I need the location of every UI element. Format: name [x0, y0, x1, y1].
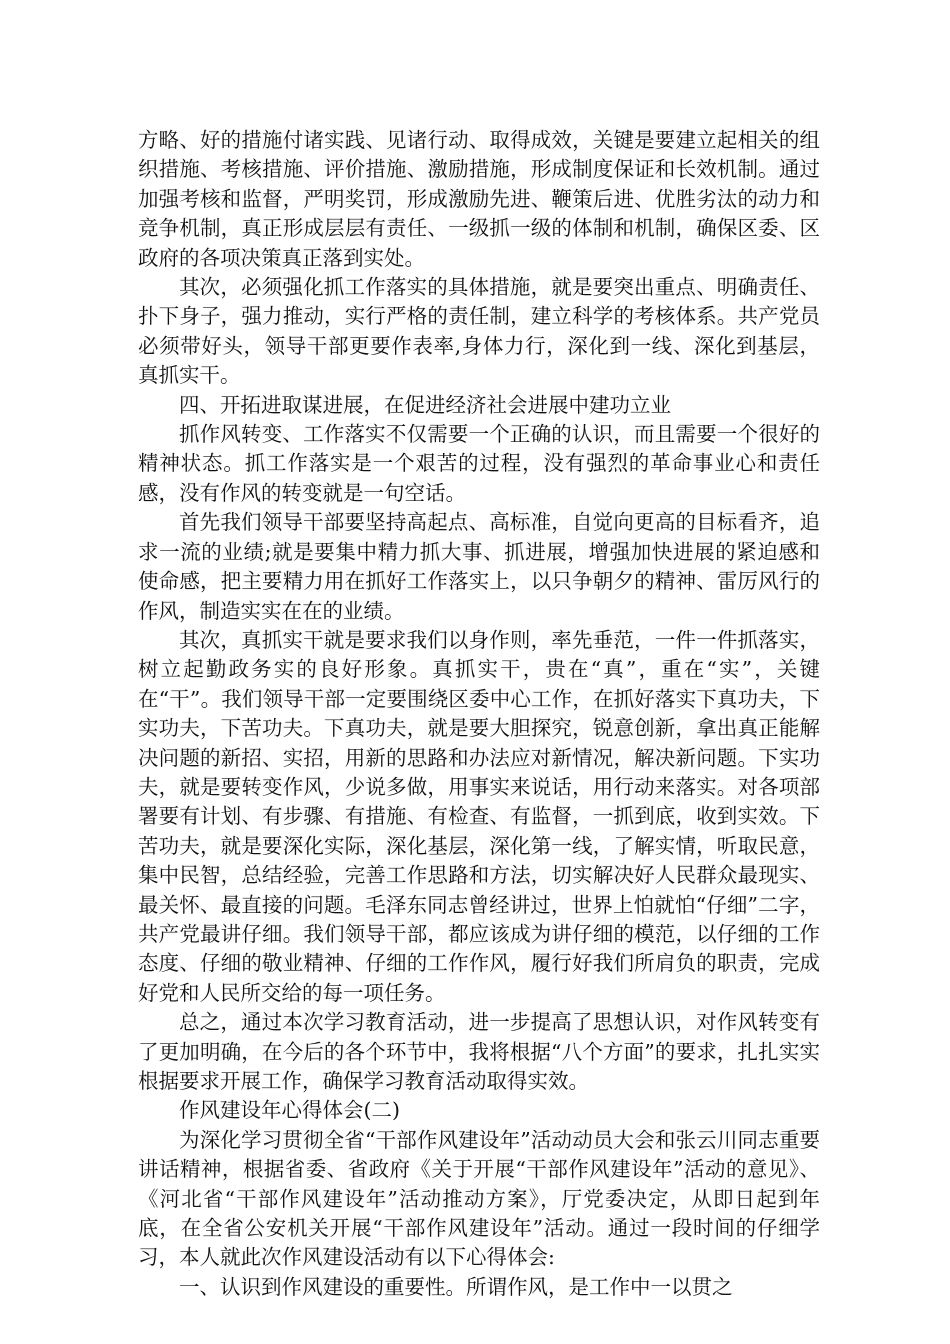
- section-heading-four: 四、开拓进取谋进展，在促进经济社会进展中建功立业: [179, 392, 671, 417]
- paragraph-conclusion: 总之，通过本次学习教育活动，进一步提高了思想认识，对作风转变有了更加明确，在今后的各个环节中，我将根据“八个方面”的要求，扎扎实实根据要求开展工作，确保学习教育活动取得实效。: [138, 1010, 820, 1093]
- paragraph-second-practical: 其次，真抓实干就是要求我们以身作则，率先垂范，一件一件抓落实，树立起勤政务实的良好形象。真抓实干，贵在“真”，重在“实”，关键在“干”。我们领导干部一定要围绕区委中心工作，在抓好落实下真功夫，下实功夫，下苦功夫。下真功夫，就是要大胆探究，锐意创新，拿出真正能解决问题的新招、实招，用新的思路和办法应对新情况，解决新问题。下实功夫，就是要转变作风，少说多做，用事实来说话，用行动来落实。对各项部署要有计划、有步骤、有措施、有检查、有监督，一抓到底，收到实效。下苦功夫，就是要深化实际，深化基层，深化第一线，了解实情，听取民意，集中民智，总结经验，完善工作思路和方法，切实解决好人民群众最现实、最关怀、最直接的问题。毛泽东同志曾经讲过，世界上怕就怕“仔细”二字，共产党最讲仔细。我们领导干部，都应该成为讲仔细的模范，以仔细的工作态度、仔细的敬业精神、仔细的工作作风，履行好我们所肩负的职责，完成好党和人民所交给的每一项任务。: [138, 627, 820, 1005]
- paragraph-continuation: 方略、好的措施付诸实践、见诸行动、取得成效，关键是要建立起相关的组织措施、考核措施、评价措施、激励措施，形成制度保证和长效机制。通过加强考核和监督，严明奖罚，形成激励先进、鞭策后进、优胜劣汰的动力和竞争机制，真正形成层层有责任、一级抓一级的体制和机制，确保区委、区政府的各项决策真正落到实处。: [138, 128, 820, 270]
- paragraph-first-leaders: 首先我们领导干部要坚持高起点、高标准，自觉向更高的目标看齐，追求一流的业绩;就是要集中精力抓大事、抓进展，增强加快进展的紧迫感和使命感，把主要精力用在抓好工作落实上，以只争朝夕的精神、雷厉风行的作风，制造实实在在的业绩。: [138, 510, 820, 623]
- paragraph-work-style: 抓作风转变、工作落实不仅需要一个正确的认识，而且需要一个很好的精神状态。抓工作落实是一个艰苦的过程，没有强烈的革命事业心和责任感，没有作风的转变就是一句空话。: [138, 422, 820, 505]
- document-page: [138, 126, 820, 1302]
- subtitle-part-two: 作风建设年心得体会(二): [179, 1098, 400, 1123]
- paragraph-intro-part-two: 为深化学习贯彻全省“干部作风建设年”活动动员大会和张云川同志重要讲话精神，根据省委、省政府《关于开展“干部作风建设年”活动的意见》、《河北省“干部作风建设年”活动推动方案》，厅党委决定，从即日起到年底，在全省公安机关开展“干部作风建设年”活动。通过一段时间的仔细学习，本人就此次作风建设活动有以下心得体会:: [138, 1127, 820, 1270]
- paragraph-point-one: 一、认识到作风建设的重要性。所谓作风，是工作中一以贯之: [179, 1274, 733, 1299]
- paragraph-second-measures: 其次，必须强化抓工作落实的具体措施，就是要突出重点、明确责任、扑下身子，强力推动，实行严格的责任制，建立科学的考核体系。共产党员必须带好头，领导干部更要作表率,身体力行，深化到一线、深化到基层，真抓实干。: [138, 275, 820, 388]
